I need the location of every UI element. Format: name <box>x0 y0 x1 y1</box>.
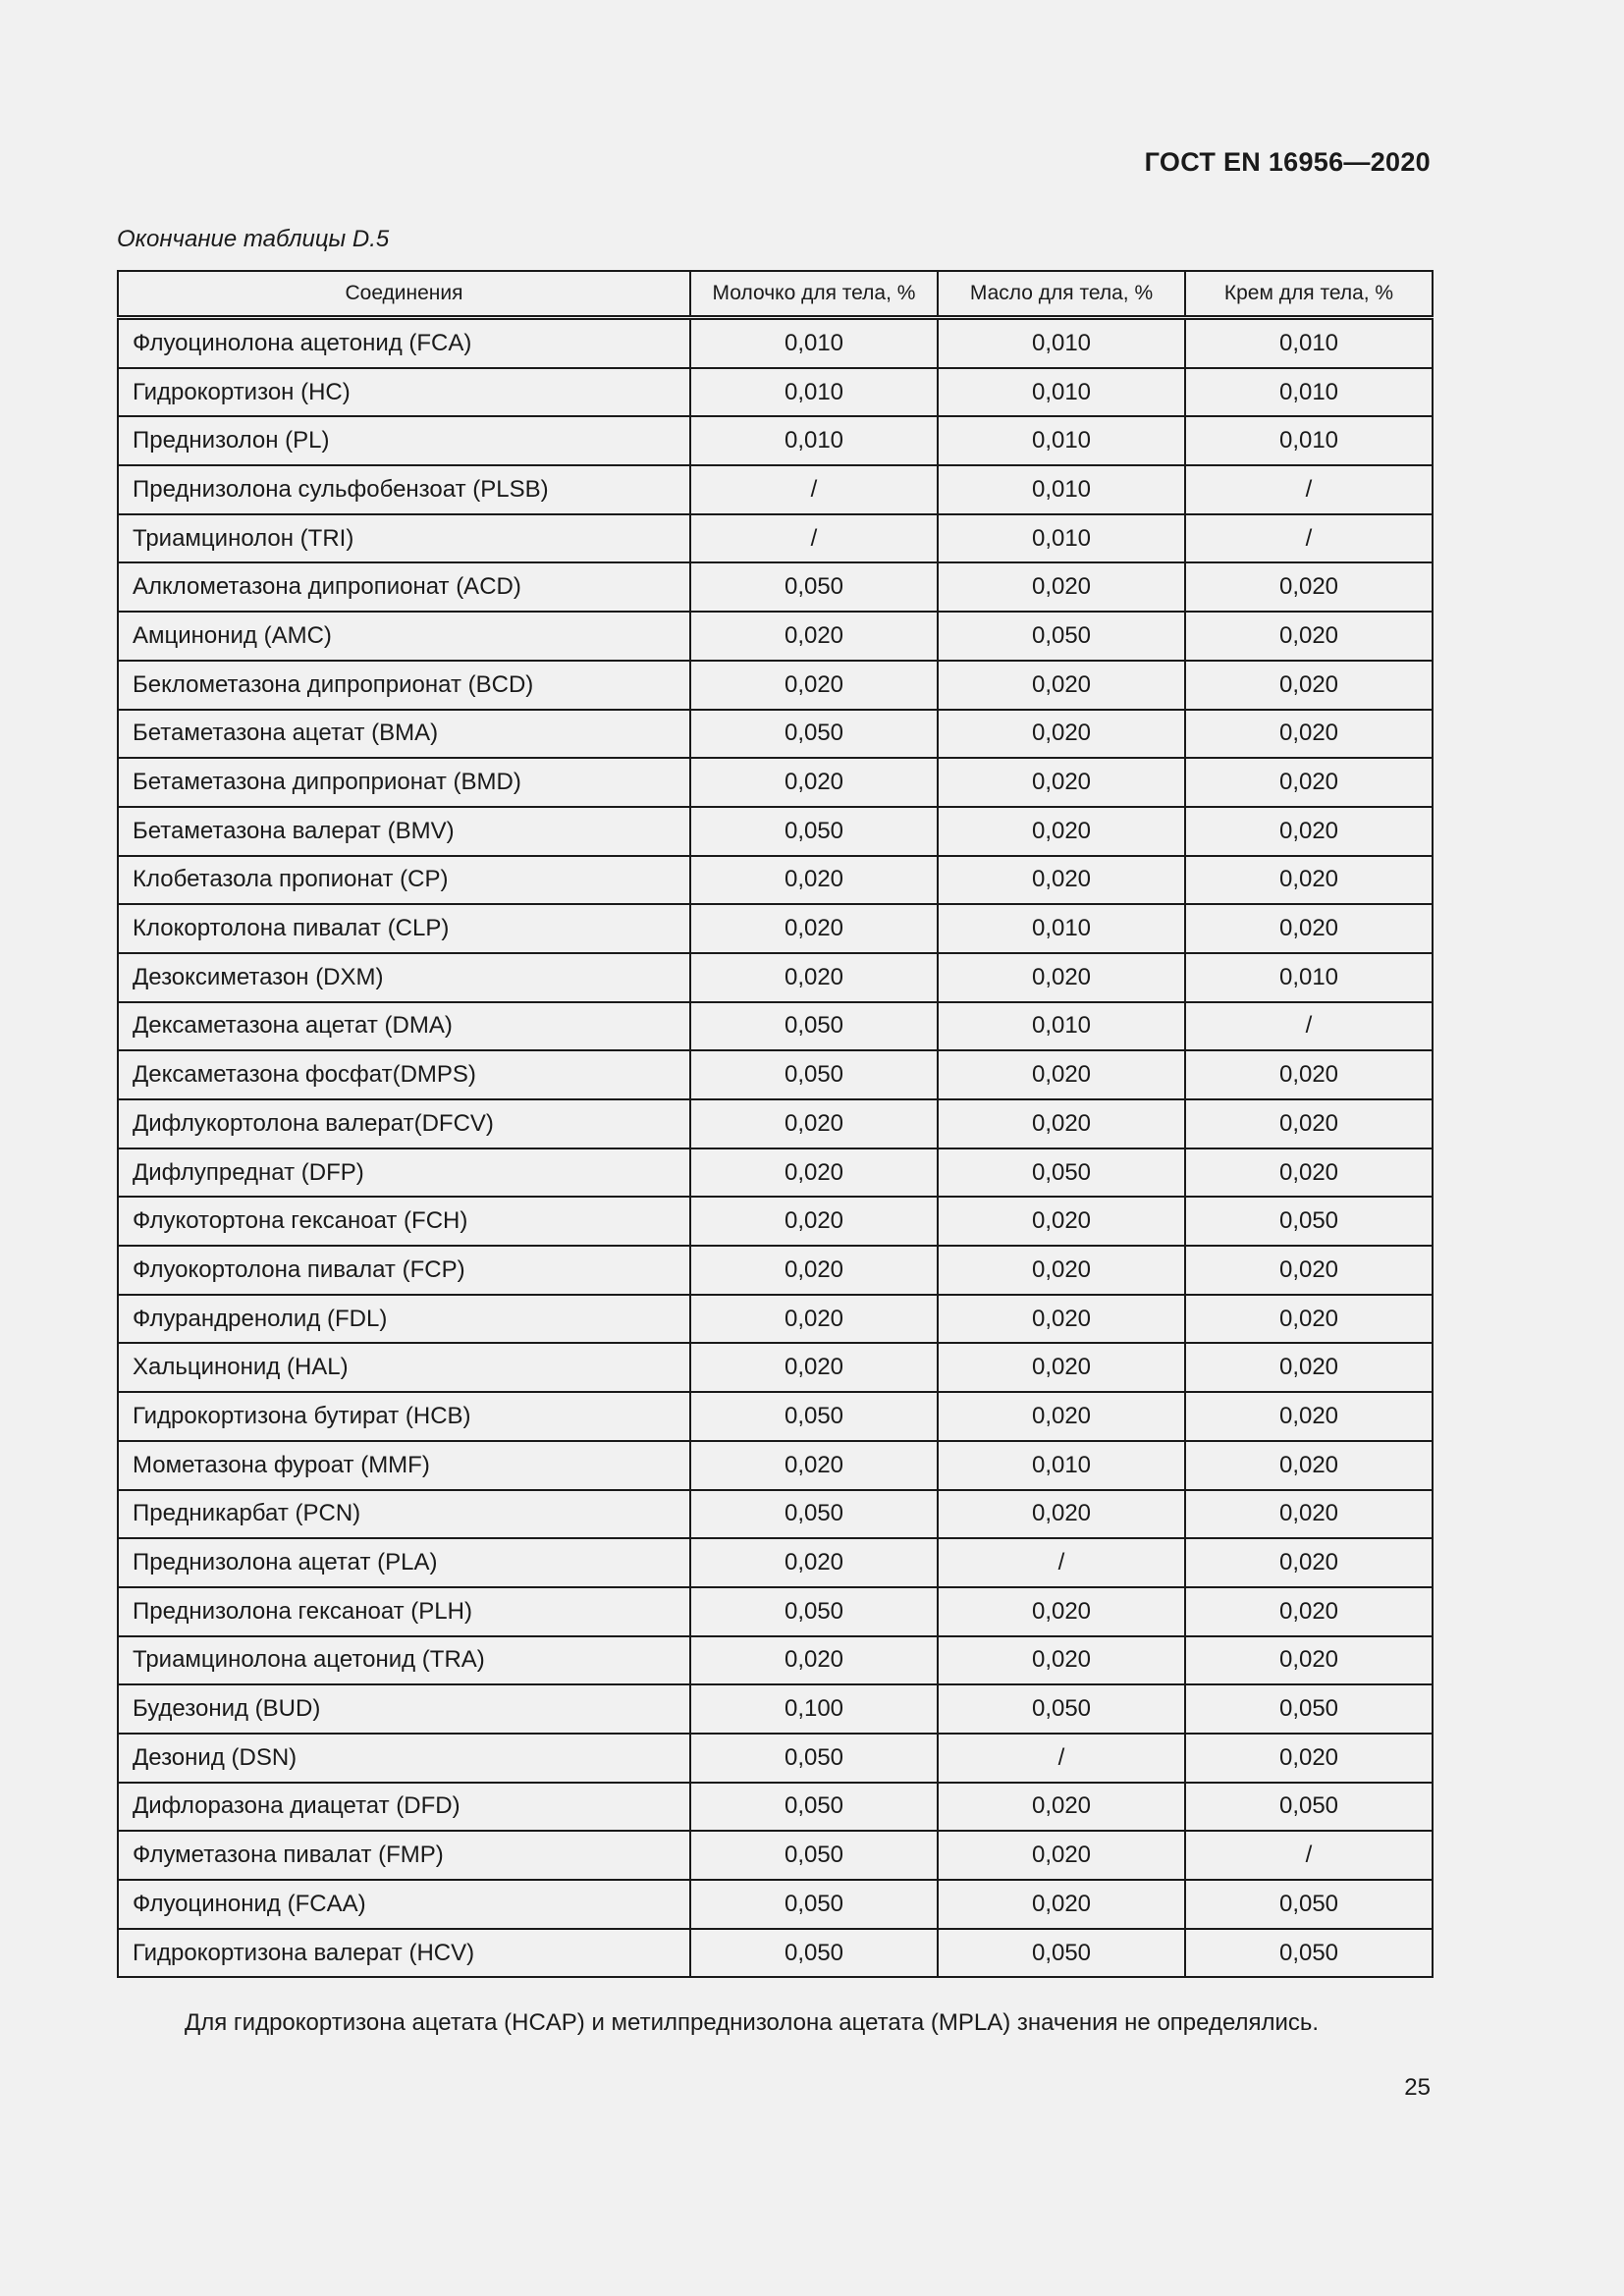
cell-compound: Дезонид (DSN) <box>118 1734 690 1783</box>
cell-body-milk: 0,020 <box>690 1148 938 1198</box>
cell-body-oil: 0,020 <box>938 1831 1185 1880</box>
table-row <box>118 661 1433 710</box>
table-row <box>118 1684 1433 1734</box>
cell-body-cream: / <box>1185 514 1433 563</box>
cell-body-oil: 0,020 <box>938 1197 1185 1246</box>
table-caption: Окончание таблицы D.5 <box>117 226 390 252</box>
cell-body-milk: 0,100 <box>690 1684 938 1734</box>
cell-compound: Флурандренолид (FDL) <box>118 1295 690 1344</box>
cell-body-oil: 0,020 <box>938 710 1185 759</box>
cell-compound: Преднизолона сульфобензоат (PLSB) <box>118 465 690 514</box>
cell-body-cream: 0,020 <box>1185 710 1433 759</box>
table-row <box>118 1002 1433 1051</box>
cell-body-cream: / <box>1185 465 1433 514</box>
cell-body-cream: 0,020 <box>1185 612 1433 661</box>
cell-body-milk: 0,020 <box>690 758 938 807</box>
cell-body-cream: 0,020 <box>1185 1295 1433 1344</box>
cell-body-milk: 0,050 <box>690 1587 938 1636</box>
table-row <box>118 318 1433 368</box>
table-row <box>118 1831 1433 1880</box>
cell-body-cream: 0,020 <box>1185 856 1433 905</box>
table-row <box>118 1929 1433 1978</box>
document-id: ГОСТ EN 16956—2020 <box>1144 147 1431 177</box>
cell-body-cream: 0,020 <box>1185 1441 1433 1490</box>
cell-body-cream: 0,010 <box>1185 368 1433 417</box>
table-row <box>118 953 1433 1002</box>
cell-body-cream: 0,020 <box>1185 562 1433 612</box>
cell-body-oil: 0,010 <box>938 514 1185 563</box>
cell-body-oil: 0,020 <box>938 1392 1185 1441</box>
cell-compound: Дифлукортолона валерат(DFCV) <box>118 1099 690 1148</box>
table-row <box>118 1050 1433 1099</box>
table-row <box>118 612 1433 661</box>
cell-compound: Бетаметазона дипроприонат (BMD) <box>118 758 690 807</box>
cell-body-oil: 0,020 <box>938 1343 1185 1392</box>
table-row <box>118 368 1433 417</box>
column-header-body-oil: Масло для тела, % <box>938 271 1185 318</box>
cell-body-cream: / <box>1185 1002 1433 1051</box>
table-body <box>118 318 1433 1978</box>
table-row <box>118 904 1433 953</box>
table-header <box>118 271 1433 318</box>
cell-compound: Преднизолона гексаноат (PLH) <box>118 1587 690 1636</box>
cell-compound: Амцинонид (AMC) <box>118 612 690 661</box>
cell-body-oil: 0,020 <box>938 1636 1185 1685</box>
cell-body-milk: / <box>690 465 938 514</box>
cell-body-oil: 0,020 <box>938 1880 1185 1929</box>
data-table-container <box>117 270 1432 1978</box>
column-header-body-milk: Молочко для тела, % <box>690 271 938 318</box>
table-row <box>118 562 1433 612</box>
cell-body-oil: 0,020 <box>938 1246 1185 1295</box>
cell-body-cream: 0,020 <box>1185 1636 1433 1685</box>
cell-body-oil: 0,010 <box>938 368 1185 417</box>
cell-body-milk: / <box>690 514 938 563</box>
table-footnote: Для гидрокортизона ацетата (HCAP) и метилпреднизолона ацетата (MPLA) значения не определялись. <box>185 2009 1320 2036</box>
cell-body-milk: 0,050 <box>690 1880 938 1929</box>
cell-compound: Клокортолона пивалат (CLP) <box>118 904 690 953</box>
cell-body-cream: 0,020 <box>1185 1246 1433 1295</box>
cell-body-milk: 0,050 <box>690 1929 938 1978</box>
cell-body-cream: 0,020 <box>1185 1099 1433 1148</box>
table-row <box>118 1343 1433 1392</box>
cell-body-cream: 0,010 <box>1185 416 1433 465</box>
cell-compound: Дезоксиметазон (DXM) <box>118 953 690 1002</box>
table-row <box>118 514 1433 563</box>
table-row <box>118 1636 1433 1685</box>
cell-compound: Преднизолон (PL) <box>118 416 690 465</box>
cell-body-cream: 0,020 <box>1185 1734 1433 1783</box>
table-row <box>118 807 1433 856</box>
table-header-row <box>118 271 1433 318</box>
cell-body-milk: 0,010 <box>690 318 938 368</box>
cell-body-milk: 0,020 <box>690 856 938 905</box>
cell-body-cream: 0,020 <box>1185 1490 1433 1539</box>
cell-body-oil: 0,020 <box>938 807 1185 856</box>
cell-body-milk: 0,020 <box>690 1441 938 1490</box>
table-row <box>118 1197 1433 1246</box>
cell-compound: Гидрокортизона валерат (HCV) <box>118 1929 690 1978</box>
cell-body-oil: 0,020 <box>938 1050 1185 1099</box>
table-row <box>118 1099 1433 1148</box>
cell-body-milk: 0,020 <box>690 1343 938 1392</box>
cell-compound: Флуоцинонид (FCAA) <box>118 1880 690 1929</box>
table-row <box>118 1295 1433 1344</box>
cell-body-milk: 0,020 <box>690 1295 938 1344</box>
cell-compound: Преднизолона ацетат (PLA) <box>118 1538 690 1587</box>
cell-body-oil: 0,020 <box>938 562 1185 612</box>
cell-compound: Флуоцинолона ацетонид (FCA) <box>118 318 690 368</box>
cell-compound: Хальцинонид (HAL) <box>118 1343 690 1392</box>
table-row <box>118 465 1433 514</box>
table-row <box>118 856 1433 905</box>
cell-body-cream: 0,020 <box>1185 758 1433 807</box>
cell-compound: Дексаметазона ацетат (DMA) <box>118 1002 690 1051</box>
cell-body-cream: 0,020 <box>1185 1148 1433 1198</box>
cell-compound: Гидрокортизон (HC) <box>118 368 690 417</box>
cell-body-oil: 0,010 <box>938 318 1185 368</box>
cell-compound: Дифлоразона диацетат (DFD) <box>118 1783 690 1832</box>
cell-body-milk: 0,020 <box>690 1538 938 1587</box>
cell-compound: Флуокортолона пивалат (FCP) <box>118 1246 690 1295</box>
table-row <box>118 1392 1433 1441</box>
cell-body-oil: 0,050 <box>938 612 1185 661</box>
cell-body-oil: 0,020 <box>938 1783 1185 1832</box>
cell-body-milk: 0,050 <box>690 710 938 759</box>
cell-compound: Беклометазона дипроприонат (BCD) <box>118 661 690 710</box>
cell-body-oil: 0,020 <box>938 953 1185 1002</box>
cell-body-oil: 0,050 <box>938 1929 1185 1978</box>
cell-body-oil: 0,020 <box>938 661 1185 710</box>
data-table <box>117 270 1434 1978</box>
cell-body-cream: 0,020 <box>1185 1343 1433 1392</box>
cell-body-milk: 0,020 <box>690 904 938 953</box>
cell-body-milk: 0,050 <box>690 1783 938 1832</box>
table-row <box>118 1538 1433 1587</box>
cell-body-milk: 0,020 <box>690 1197 938 1246</box>
cell-compound: Бетаметазона ацетат (BMA) <box>118 710 690 759</box>
cell-body-cream: 0,010 <box>1185 318 1433 368</box>
cell-body-cream: 0,050 <box>1185 1197 1433 1246</box>
cell-body-milk: 0,050 <box>690 807 938 856</box>
table-row <box>118 1880 1433 1929</box>
cell-compound: Алклометазона дипропионат (ACD) <box>118 562 690 612</box>
cell-body-milk: 0,050 <box>690 1831 938 1880</box>
cell-body-oil: 0,020 <box>938 758 1185 807</box>
cell-compound: Триамцинолона ацетонид (TRA) <box>118 1636 690 1685</box>
cell-compound: Клобетазола пропионат (CP) <box>118 856 690 905</box>
cell-body-oil: 0,020 <box>938 1099 1185 1148</box>
cell-body-cream: 0,020 <box>1185 1050 1433 1099</box>
cell-compound: Дексаметазона фосфат(DMPS) <box>118 1050 690 1099</box>
cell-body-cream: 0,050 <box>1185 1783 1433 1832</box>
cell-compound: Гидрокортизона бутират (HCB) <box>118 1392 690 1441</box>
cell-compound: Флукотортона гексаноат (FCH) <box>118 1197 690 1246</box>
cell-body-cream: 0,020 <box>1185 807 1433 856</box>
table-row <box>118 1441 1433 1490</box>
cell-body-oil: 0,010 <box>938 1441 1185 1490</box>
cell-body-milk: 0,050 <box>690 1392 938 1441</box>
cell-body-cream: 0,020 <box>1185 661 1433 710</box>
cell-body-milk: 0,020 <box>690 1099 938 1148</box>
table-row <box>118 758 1433 807</box>
cell-body-milk: 0,020 <box>690 1636 938 1685</box>
cell-compound: Будезонид (BUD) <box>118 1684 690 1734</box>
cell-body-milk: 0,020 <box>690 661 938 710</box>
cell-compound: Мометазона фуроат (MMF) <box>118 1441 690 1490</box>
cell-body-milk: 0,050 <box>690 1734 938 1783</box>
table-row <box>118 1783 1433 1832</box>
table-row <box>118 416 1433 465</box>
cell-body-cream: 0,050 <box>1185 1929 1433 1978</box>
cell-body-milk: 0,050 <box>690 562 938 612</box>
cell-body-cream: 0,020 <box>1185 1538 1433 1587</box>
cell-body-oil: 0,010 <box>938 416 1185 465</box>
cell-body-milk: 0,050 <box>690 1002 938 1051</box>
cell-body-oil: 0,010 <box>938 465 1185 514</box>
table-row <box>118 1148 1433 1198</box>
table-row <box>118 1734 1433 1783</box>
cell-body-oil: 0,020 <box>938 856 1185 905</box>
cell-body-milk: 0,010 <box>690 368 938 417</box>
cell-body-cream: 0,020 <box>1185 904 1433 953</box>
cell-body-cream: 0,020 <box>1185 1392 1433 1441</box>
column-header-compound: Соединения <box>118 271 690 318</box>
cell-body-milk: 0,020 <box>690 1246 938 1295</box>
cell-body-oil: / <box>938 1734 1185 1783</box>
page-number: 25 <box>1404 2074 1431 2101</box>
cell-body-cream: / <box>1185 1831 1433 1880</box>
cell-body-milk: 0,020 <box>690 612 938 661</box>
cell-body-milk: 0,010 <box>690 416 938 465</box>
cell-body-cream: 0,020 <box>1185 1587 1433 1636</box>
cell-body-cream: 0,010 <box>1185 953 1433 1002</box>
cell-body-oil: 0,010 <box>938 1002 1185 1051</box>
table-row <box>118 1587 1433 1636</box>
cell-body-oil: 0,020 <box>938 1295 1185 1344</box>
cell-body-milk: 0,050 <box>690 1050 938 1099</box>
cell-body-oil: 0,050 <box>938 1148 1185 1198</box>
cell-compound: Флуметазона пивалат (FMP) <box>118 1831 690 1880</box>
cell-body-oil: 0,010 <box>938 904 1185 953</box>
table-row <box>118 1246 1433 1295</box>
cell-body-oil: / <box>938 1538 1185 1587</box>
cell-compound: Бетаметазона валерат (BMV) <box>118 807 690 856</box>
cell-compound: Триамцинолон (TRI) <box>118 514 690 563</box>
cell-body-milk: 0,020 <box>690 953 938 1002</box>
cell-body-oil: 0,020 <box>938 1490 1185 1539</box>
cell-body-cream: 0,050 <box>1185 1684 1433 1734</box>
table-row <box>118 1490 1433 1539</box>
cell-body-oil: 0,020 <box>938 1587 1185 1636</box>
cell-body-cream: 0,050 <box>1185 1880 1433 1929</box>
cell-body-milk: 0,050 <box>690 1490 938 1539</box>
table-row <box>118 710 1433 759</box>
cell-compound: Предникарбат (PCN) <box>118 1490 690 1539</box>
column-header-body-cream: Крем для тела, % <box>1185 271 1433 318</box>
cell-body-oil: 0,050 <box>938 1684 1185 1734</box>
cell-compound: Дифлупреднат (DFP) <box>118 1148 690 1198</box>
